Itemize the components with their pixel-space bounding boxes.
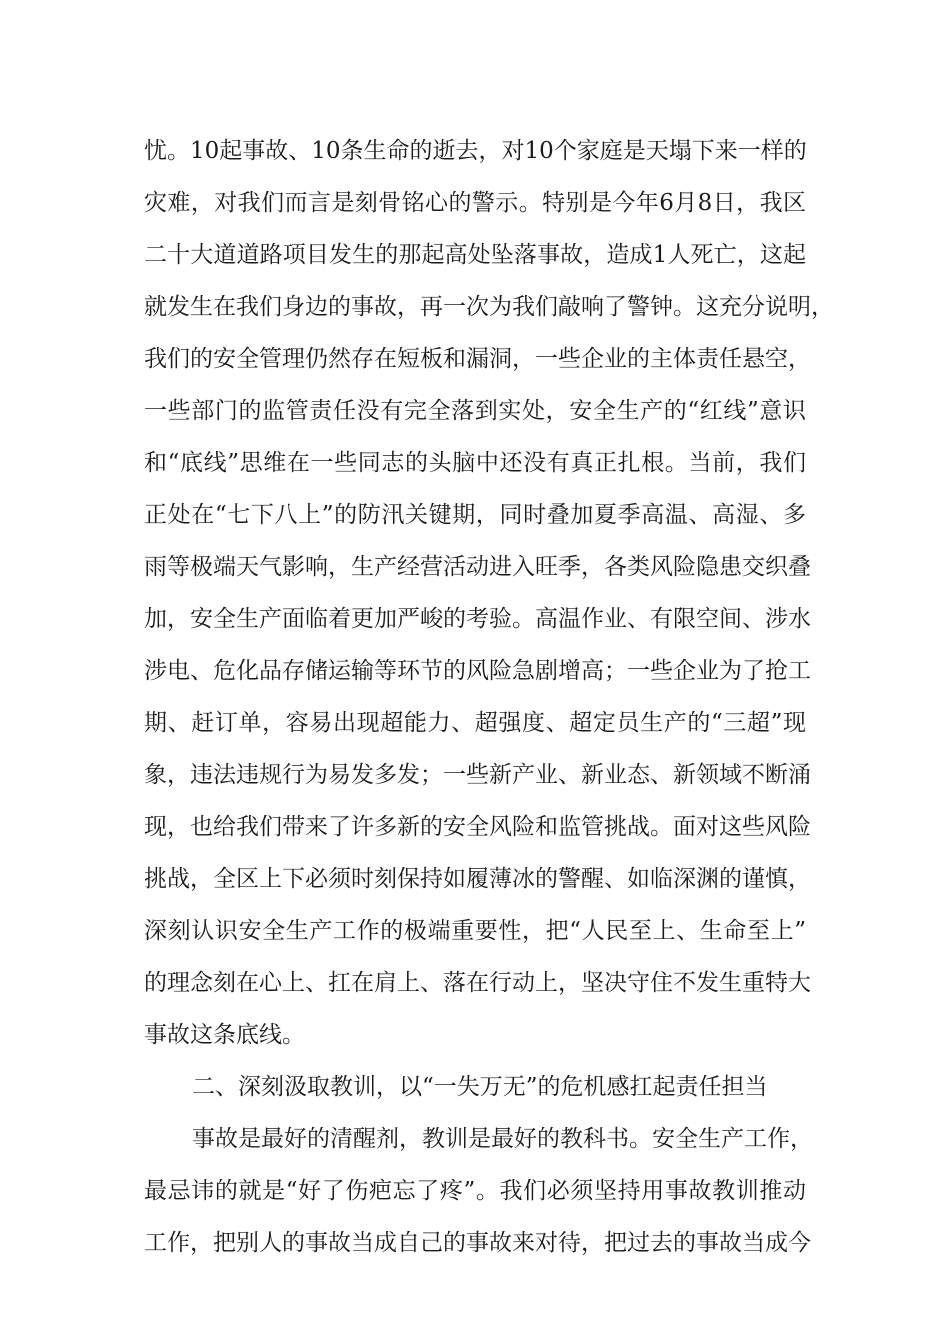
text-line-9: 雨等极端天气影响，生产经营活动进入旺季，各类风险隐患交织叠	[144, 554, 811, 580]
text-line-12: 期、赶订单，容易出现超能力、超强度、超定员生产的“三超”现	[144, 710, 806, 736]
text-line-20: 事故是最好的清醒剂，教训是最好的教科书。安全生产工作，	[192, 1126, 813, 1152]
text-line-11: 涉电、危化品存储运输等环节的风险急剧增高；一些企业为了抢工	[144, 658, 811, 684]
section-heading: 二、深刻汲取教训，以“一失万无”的危机感扛起责任担当	[192, 1074, 768, 1100]
text-line-10: 加，安全生产面临着更加严峻的考验。高温作业、有限空间、涉水	[144, 606, 811, 632]
text-line-7: 和“底线”思维在一些同志的头脑中还没有真正扎根。当前，我们	[144, 450, 806, 476]
text-line-16: 深刻认识安全生产工作的极端重要性，把“人民至上、生命至上”	[144, 918, 806, 944]
text-line-1: 忧。10起事故、10条生命的逝去，对10个家庭是天塌下来一样的	[144, 138, 807, 164]
text-line-17: 的理念刻在心上、扛在肩上、落在行动上，坚决守住不发生重特大	[144, 970, 811, 996]
text-line-14: 现，也给我们带来了许多新的安全风险和监管挑战。面对这些风险	[144, 814, 811, 840]
text-line-2: 灾难，对我们而言是刻骨铭心的警示。特别是今年6月8日，我区	[144, 190, 806, 216]
text-line-6: 一些部门的监管责任没有完全落到实处，安全生产的“红线”意识	[144, 398, 806, 424]
text-line-21: 最忌讳的就是“好了伤疤忘了疼”。我们必须坚持用事故教训推动	[144, 1178, 806, 1204]
text-line-3: 二十大道道路项目发生的那起高处坠落事故，造成1人死亡，这起	[144, 242, 806, 268]
text-line-15: 挑战，全区上下必须时刻保持如履薄冰的警醒、如临深渊的谨慎，	[144, 866, 811, 892]
text-line-4: 就发生在我们身边的事故，再一次为我们敲响了警钟。这充分说明，	[144, 294, 834, 320]
text-line-18: 事故这条底线。	[144, 1022, 305, 1048]
text-line-5: 我们的安全管理仍然存在短板和漏洞，一些企业的主体责任悬空，	[144, 346, 811, 372]
text-line-8: 正处在“七下八上”的防汛关键期，同时叠加夏季高温、高湿、多	[144, 502, 806, 528]
text-line-22: 工作，把别人的事故当成自己的事故来对待，把过去的事故当成今	[144, 1230, 811, 1256]
text-line-13: 象，违法违规行为易发多发；一些新产业、新业态、新领域不断涌	[144, 762, 811, 788]
